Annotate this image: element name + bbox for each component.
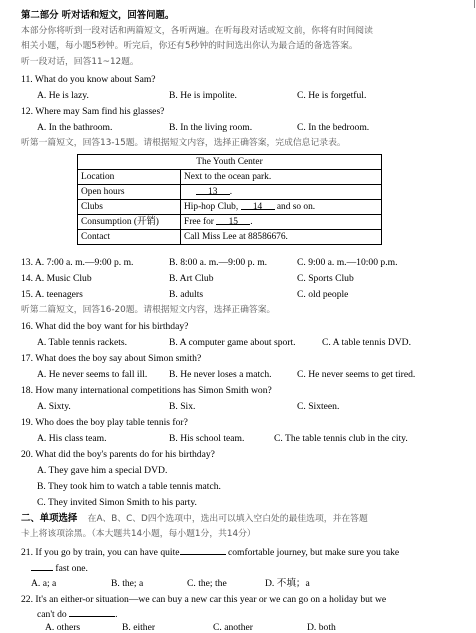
q20-option-c[interactable]: C. They invited Simon Smith to his party.: [37, 497, 197, 508]
table-value-clubs: [181, 200, 382, 215]
q17-option-a[interactable]: A. He never seems to fall ill.: [37, 369, 148, 380]
q22-option-b[interactable]: B. either: [122, 622, 156, 633]
q12-stem: 12. Where may Sam find his glasses?: [21, 106, 165, 117]
clubs-pre: Hip-hop Club,: [184, 202, 239, 212]
part2-intro-line2: 相关小题，每小题5秒钟。听完后，你还有5秒钟的时间选出你认为最合适的备选答案。: [21, 41, 358, 51]
q15-option-c[interactable]: C. old people: [297, 289, 349, 300]
q20-stem: 20. What did the boy's parents do for his birthday?: [21, 449, 215, 460]
q19-option-c[interactable]: C. The table tennis club in the city.: [274, 433, 408, 444]
q19-option-b[interactable]: B. His school team.: [169, 433, 245, 444]
single-choice-instr-line2: 卡上将该项涂黑。（本大题共14小题，每小题1分，共14分）: [21, 529, 256, 539]
q16-stem: 16. What did the boy want for his birthday?: [21, 321, 189, 332]
q21-stem-pre: 21. If you go by train, you can have quite: [21, 547, 180, 558]
table-label-hours: Open hours: [78, 185, 181, 200]
passage2-note: 听第二篇短文，回答16-20题。请根据短文内容，选择正确答案。: [21, 305, 276, 315]
q22-stem-pre: can't do: [37, 609, 67, 620]
q18-option-b[interactable]: B. Six.: [169, 401, 196, 412]
q22-blank: [69, 607, 115, 617]
blank-14: 14: [241, 200, 275, 210]
q12-option-c[interactable]: C. In the bedroom.: [297, 122, 370, 133]
q18-option-c[interactable]: C. Sixteen.: [297, 401, 340, 412]
table-value-contact: Call Miss Lee at 88586676.: [181, 230, 382, 245]
margin-line: [474, 0, 475, 8]
single-choice-title: 二、单项选择: [21, 513, 78, 524]
q22-option-a[interactable]: A. others: [45, 622, 81, 633]
q11-option-b[interactable]: B. He is impolite.: [169, 90, 237, 101]
q14-option-b[interactable]: B. Art Club: [169, 273, 214, 284]
q17-stem: 17. What does the boy say about Simon smith?: [21, 353, 202, 364]
q11-option-c[interactable]: C. He is forgetful.: [297, 90, 367, 101]
q17-option-c[interactable]: C. He never seems to get tired.: [297, 369, 416, 380]
q21-option-c[interactable]: C. the; the: [187, 578, 227, 589]
q21-blank-1: [180, 545, 226, 555]
q21-option-d[interactable]: D. 不填；a: [265, 578, 310, 589]
blank-15: 15: [216, 215, 250, 225]
q22-stem-line1: 22. It's an either-or situation—we can buy a new car this year or we can go on a holiday but we: [21, 594, 387, 605]
q12-option-a[interactable]: A. In the bathroom.: [37, 122, 113, 133]
q13-option-a[interactable]: 13. A. 7:00 a. m.—9:00 p. m.: [21, 257, 134, 268]
q11-option-a[interactable]: A. He is lazy.: [37, 90, 89, 101]
q21-stem-line1: [21, 545, 399, 558]
q22-stem-post: .: [115, 609, 118, 620]
q21-stem-post: comfortable journey, but make sure you take: [227, 547, 400, 558]
q21-stem-line2: [31, 561, 88, 574]
table-title: The Youth Center: [78, 155, 382, 170]
passage1-note: 听第一篇短文，回答13-15题。请根据短文内容，选择正确答案，完成信息记录表。: [21, 138, 346, 148]
dialog-note: 听一段对话，回答11~12题。: [21, 57, 139, 67]
table-label-consumption: Consumption (开销): [78, 215, 181, 230]
q21-option-a[interactable]: A. a; a: [31, 578, 57, 589]
table-label-contact: Contact: [78, 230, 181, 245]
youth-center-table: [77, 154, 382, 245]
q16-option-b[interactable]: B. A computer game about sport.: [169, 337, 296, 348]
q21-option-b[interactable]: B. the; a: [111, 578, 144, 589]
blank-13: 13: [196, 185, 230, 195]
consumption-pre: Free for: [184, 217, 214, 227]
q12-option-b[interactable]: B. In the living room.: [169, 122, 253, 133]
q22-option-c[interactable]: C. another: [213, 622, 253, 633]
q22-stem-line2: [37, 607, 118, 620]
q13-option-c[interactable]: C. 9:00 a. m.—10:00 p.m.: [297, 257, 398, 268]
q22-option-d[interactable]: D. both: [307, 622, 336, 633]
q21-stem-line2-text: fast one.: [55, 563, 88, 574]
q14-option-a[interactable]: 14. A. Music Club: [21, 273, 92, 284]
q11-stem: 11. What do you know about Sam?: [21, 74, 156, 85]
q21-blank-2: [31, 561, 53, 571]
single-choice-instr-line1: 在A、B、C、D四个选项中，选出可以填入空白处的最佳选项，并在答题: [87, 514, 368, 524]
q15-option-b[interactable]: B. adults: [169, 289, 204, 300]
q16-option-a[interactable]: A. Table tennis rackets.: [37, 337, 127, 348]
q20-option-b[interactable]: B. They took him to watch a table tennis match.: [37, 481, 221, 492]
table-label-location: Location: [78, 170, 181, 185]
clubs-post: and so on.: [276, 202, 316, 212]
part2-title: 第二部分 听对话和短文，回答问题。: [21, 10, 175, 21]
table-label-clubs: Clubs: [78, 200, 181, 215]
q18-option-a[interactable]: A. Sixty.: [37, 401, 71, 412]
table-value-consumption: Free for 15 .: [181, 215, 382, 230]
part2-intro-line1: 本部分你将听到一段对话和两篇短文，各听两遍。在听每段对话或短文前，你将有时间阅读: [21, 26, 373, 36]
q15-option-a[interactable]: 15. A. teenagers: [21, 289, 83, 300]
table-value-hours: 13 .: [181, 185, 382, 200]
q13-option-b[interactable]: B. 8:00 a. m.—9:00 p. m.: [169, 257, 268, 268]
q18-stem: 18. How many international competitions has Simon Smith won?: [21, 385, 272, 396]
q19-stem: 19. Who does the boy play table tennis for?: [21, 417, 188, 428]
q14-option-c[interactable]: C. Sports Club: [297, 273, 354, 284]
q16-option-c[interactable]: C. A table tennis DVD.: [322, 337, 412, 348]
q17-option-b[interactable]: B. He never loses a match.: [169, 369, 272, 380]
q19-option-a[interactable]: A. His class team.: [37, 433, 107, 444]
single-choice-header: [21, 513, 368, 525]
table-value-location: Next to the ocean park.: [181, 170, 382, 185]
q20-option-a[interactable]: A. They gave him a special DVD.: [37, 465, 168, 476]
